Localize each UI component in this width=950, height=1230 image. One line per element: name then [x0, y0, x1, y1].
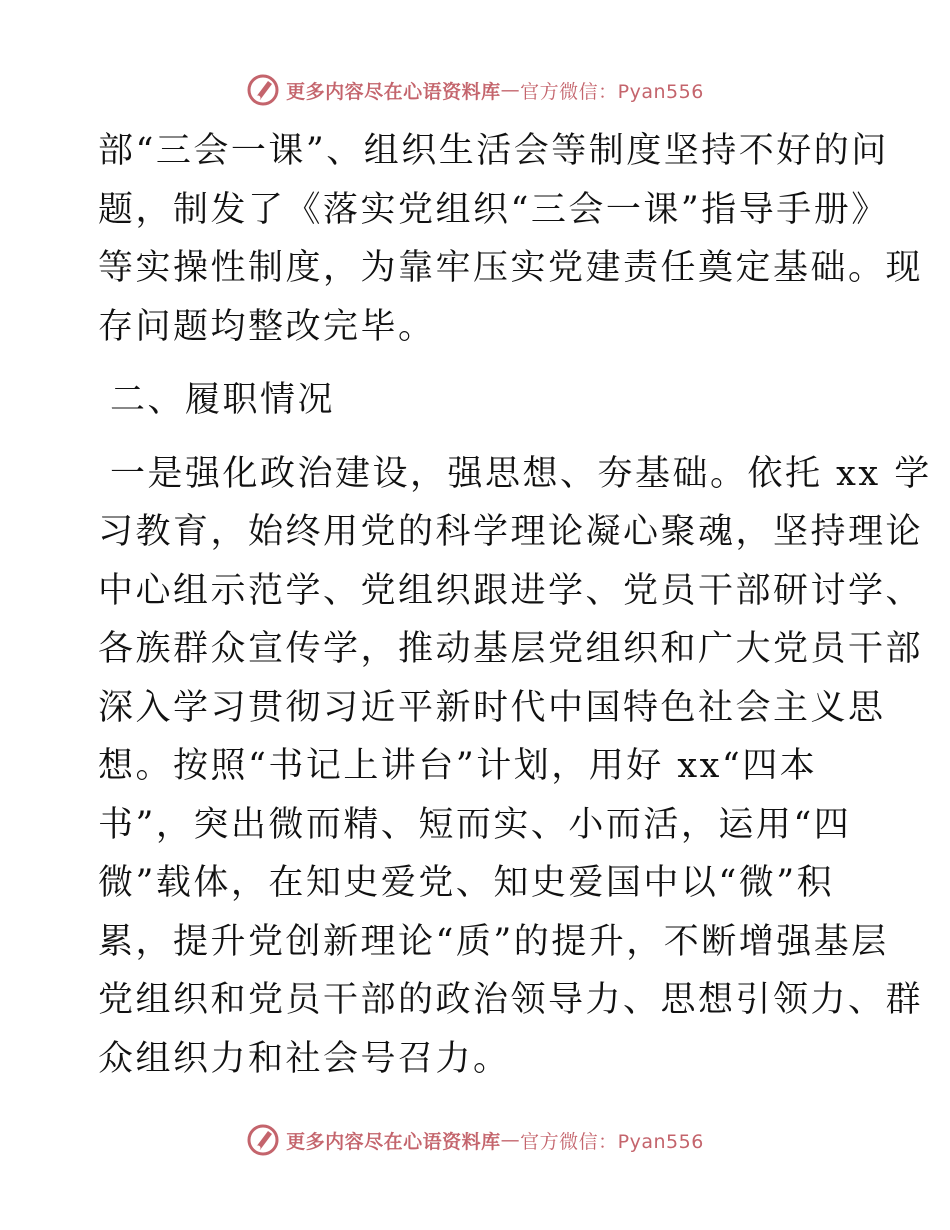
heading-text: 二、履职情况 [110, 380, 336, 420]
text-line: 存问题均整改完毕。 [98, 306, 436, 347]
text-line: 党组织和党员干部的政治领导力、思想引领力、群 [98, 980, 924, 1020]
text-line: 微”载体，在知史爱党、知史爱国中以“微”积 [98, 863, 835, 903]
document-body [98, 122, 932, 1088]
text-line: 想。按照“书记上讲台”计划，用好 xx“四本 [98, 746, 818, 786]
banner-wechat: 官方微信：Pyan556 [520, 80, 704, 103]
paragraph [98, 445, 932, 1089]
banner-separator: — [500, 1129, 521, 1151]
pen-logo-icon [246, 1123, 280, 1157]
text-line: 中心组示范学、党组织跟进学、党员干部研讨学、 [98, 570, 924, 611]
banner-title: 更多内容尽在心语资料库 [286, 80, 501, 103]
text-line: 众组织力和社会号召力。 [98, 1038, 511, 1079]
text-line: 累，提升党创新理论“质”的提升，不断增强基层 [98, 921, 889, 962]
section-heading [98, 371, 858, 430]
text-line: 各族群众宣传学，推动基层党组织和广大党员干部 [98, 629, 924, 669]
banner-separator: — [500, 79, 521, 101]
footer-banner [0, 1120, 950, 1160]
text-line: 等实操性制度，为靠牢压实党建责任奠定基础。现 [98, 248, 924, 288]
pen-logo-icon [246, 73, 280, 107]
paragraph [98, 122, 924, 356]
header-banner [0, 70, 950, 110]
text-line: 一是强化政治建设，强思想、夯基础。依托 xx 学 [110, 453, 932, 494]
banner-wechat: 官方微信：Pyan556 [520, 1130, 704, 1153]
text-line: 题，制发了《落实党组织“三会一课”指导手册》 [98, 189, 889, 230]
text-line: 书”，突出微而精、短而实、小而活，运用“四 [98, 804, 852, 845]
banner-title: 更多内容尽在心语资料库 [286, 1130, 501, 1153]
text-line: 习教育，始终用党的科学理论凝心聚魂，坚持理论 [98, 512, 924, 552]
text-line: 部“三会一课”、组织生活会等制度坚持不好的问 [98, 131, 889, 171]
text-line: 深入学习贯彻习近平新时代中国特色社会主义思 [98, 687, 886, 728]
